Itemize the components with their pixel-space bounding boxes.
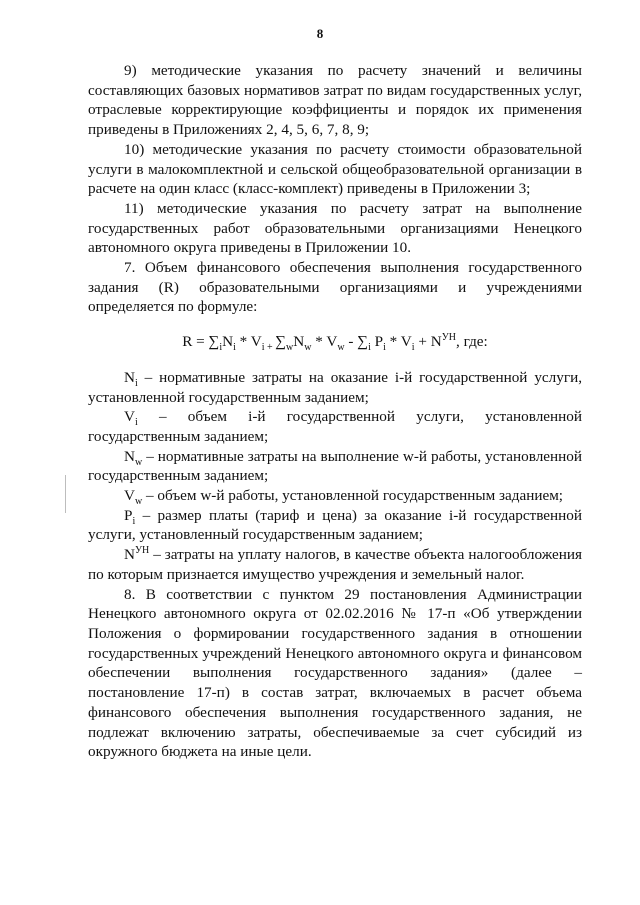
definition-item (88, 368, 582, 407)
definition-symbol: N (124, 546, 135, 564)
paragraph-section-7: 7. Объем финансового обеспечения выполнения государственного задания (R) образовательными организациями и учреждениями определяется по формуле: (88, 259, 582, 316)
formula-part: i (233, 342, 236, 354)
formula-part: w (304, 342, 312, 354)
formula-part: i (383, 342, 386, 354)
definition-symbol: V (124, 408, 135, 426)
formula-part: N (293, 333, 305, 351)
definition-sub: w (134, 496, 143, 508)
formula-part: i (368, 342, 371, 354)
formula-part: w (337, 342, 345, 354)
formula-part: w (286, 342, 294, 354)
definition-text: – нормативные затраты на выполнение w-й работы, установленной государственным заданием; (88, 447, 582, 485)
scan-margin-mark (65, 475, 66, 513)
definition-item (88, 407, 582, 446)
formula-part: i + (261, 342, 276, 354)
definition-item (88, 447, 582, 486)
paragraph-item-11: 11) методические указания по расчету затрат на выполнение государственных работ образовательными организациями Ненецкого автономного округа приведены в Приложении 10. (88, 199, 582, 257)
formula-part: N (222, 333, 234, 351)
formula-part: * V (311, 333, 338, 351)
definition-text: – размер платы (тариф и цена) за оказание i-й государственной услуги, установленный государственным заданием; (88, 506, 582, 544)
definition-text: – затраты на уплату налогов, в качестве объекта налогообложения по которым признается имущество учреждения и земельный налог. (88, 546, 582, 583)
formula-part: R = ∑ (182, 333, 220, 351)
definition-text: – объем i-й государственной услуги, установленной государственным заданием; (88, 408, 582, 445)
formula-part: P (370, 333, 384, 351)
definition-sub: i (134, 417, 138, 429)
definition-symbol: N (124, 447, 135, 465)
formula-part: i (411, 342, 415, 354)
definition-text: – объем w-й работы, установленной государственным заданием; (142, 487, 564, 505)
paragraph-item-9: 9) методические указания по расчету значений и величины составляющих базовых нормативов затрат по видам государственных услуг, отраслевые корректирующие коэффициенты и порядок их применения приведены в Приложениях 2, 4, 5, 6, 7, 8, 9; (88, 62, 582, 139)
paragraph-item-10: 10) методические указания по расчету стоимости образовательной услуги в малокомплектной и сельской общеобразовательной организации в расчете на один класс (класс-комплект) приведены в Приложении 3; (88, 140, 582, 198)
formula-part: ∑ (275, 333, 287, 351)
definition-item (88, 506, 582, 545)
definition-sub: w (134, 456, 143, 468)
formula-part: * V (235, 333, 262, 351)
definition-sub: i (134, 377, 138, 389)
formula-part: - ∑ (344, 333, 369, 351)
formula-part: i (219, 342, 223, 354)
document-body (88, 61, 582, 762)
page-number: 8 (316, 26, 324, 41)
definition-item (88, 545, 582, 584)
definition-sub: i (132, 515, 136, 527)
paragraph-section-8: 8. В соответствии с пунктом 29 постановления Администрации Ненецкого автономного округа от 02.02.2016 № 17-п «Об утверждении Положения о формировании государственного задания в отношении государственных учреждений Ненецкого автономного округа и финансовом обеспечении выполнения государственного задания» (далее – постановление 17-п) в состав затрат, включаемых в расчет объема финансового обеспечения выполнения государственного задания, не подлежат включению затраты, обеспечиваемые за счет субсидий из окружного бюджета на иные цели. (88, 585, 582, 761)
formula-part: УН (441, 332, 456, 344)
formula (88, 332, 582, 352)
definition-symbol: V (124, 487, 135, 505)
definition-item (88, 486, 582, 506)
formula-part: * V (385, 333, 412, 351)
definition-symbol: P (124, 506, 133, 524)
definition-sup: УН (134, 545, 150, 557)
formula-part: + N (414, 333, 442, 351)
definition-text: – нормативные затраты на оказание i-й государственной услуги, установленной государственным заданием; (88, 368, 582, 406)
formula-part: , где: (456, 333, 488, 351)
definition-symbol: N (124, 368, 135, 386)
